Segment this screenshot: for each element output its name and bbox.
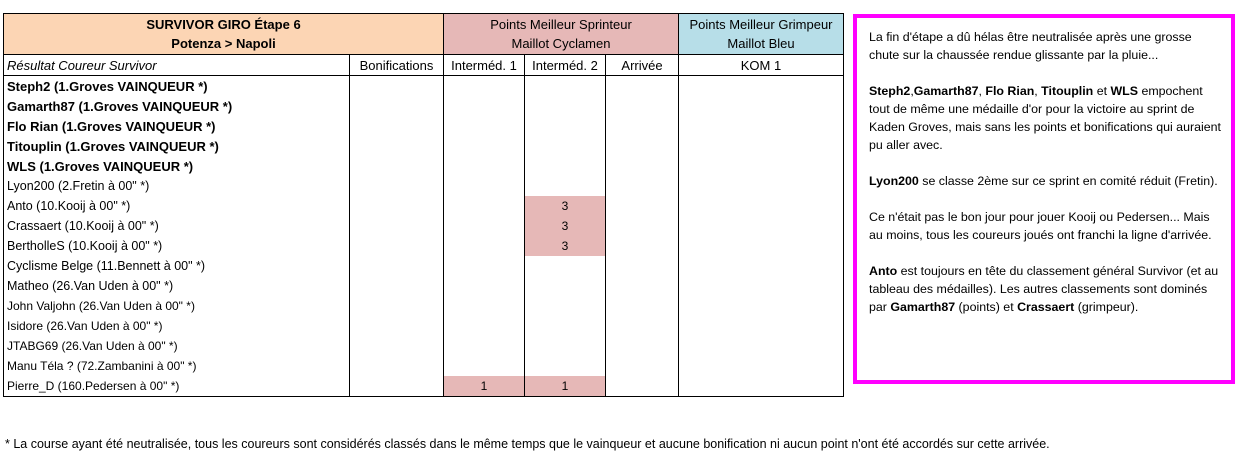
table-row — [4, 336, 844, 356]
intermediate-2-points — [525, 136, 606, 156]
table-row — [4, 176, 844, 196]
finish-points — [606, 76, 679, 97]
bonifications-cell — [350, 376, 444, 397]
note-name: Anto — [869, 264, 898, 278]
bonifications-cell — [350, 256, 444, 276]
note-second-place — [869, 172, 1221, 190]
climb-jersey-label: Maillot Bleu — [727, 36, 795, 51]
bonifications-cell — [350, 216, 444, 236]
table-row — [4, 116, 844, 136]
note-name: Steph2 — [869, 84, 911, 98]
table-row — [4, 96, 844, 116]
intermediate-2-points — [525, 276, 606, 296]
bonifications-cell — [350, 336, 444, 356]
intermediate-2-points — [525, 176, 606, 196]
table-row — [4, 256, 844, 276]
kom-1-points — [679, 76, 844, 97]
rider-result: Flo Rian (1.Groves VAINQUEUR *) — [4, 116, 350, 136]
kom-1-points — [679, 136, 844, 156]
intermediate-1-points — [444, 236, 525, 256]
intermediate-1-points — [444, 316, 525, 336]
intermediate-1-points — [444, 136, 525, 156]
note-text: (grimpeur). — [1074, 300, 1139, 314]
rider-result: Crassaert (10.Kooij à 00" *) — [4, 216, 350, 236]
bonifications-cell — [350, 76, 444, 97]
rider-result: Isidore (26.Van Uden à 00" *) — [4, 316, 350, 336]
kom-1-points — [679, 156, 844, 176]
kom-1-points — [679, 296, 844, 316]
sprint-header-title: Points Meilleur Sprinteur — [490, 17, 632, 32]
table-row — [4, 316, 844, 336]
note-text: , — [910, 84, 914, 98]
intermediate-1-points — [444, 96, 525, 116]
note-name: Gamarth87 — [913, 84, 979, 98]
col-header-finish: Arrivée — [606, 55, 679, 76]
note-text: , — [1034, 84, 1042, 98]
kom-1-points — [679, 376, 844, 397]
rider-result: Anto (10.Kooij à 00" *) — [4, 196, 350, 216]
intermediate-1-points — [444, 196, 525, 216]
finish-points — [606, 196, 679, 216]
note-text: se classe 2ème sur ce sprint en comité réduit (Fretin). — [918, 174, 1218, 188]
note-name: Gamarth87 — [890, 300, 956, 314]
bonifications-cell — [350, 296, 444, 316]
note-crash: La fin d'étape a dû hélas être neutralisée après une grosse chute sur la chaussée rendue glissante par la pluie... — [869, 30, 1192, 62]
bonifications-cell — [350, 236, 444, 256]
kom-1-points — [679, 276, 844, 296]
bonifications-cell — [350, 116, 444, 136]
rider-result: Lyon200 (2.Fretin à 00" *) — [4, 176, 350, 196]
footnote: * La course ayant été neutralisée, tous les coureurs sont considérés classés dans le même temps que le vainqueur et aucune bonification ni aucun point n'ont été accordés sur cette arrivée. — [5, 437, 1050, 451]
table-row — [4, 196, 844, 216]
intermediate-2-points — [525, 256, 606, 276]
rider-result: Steph2 (1.Groves VAINQUEUR *) — [4, 76, 350, 97]
kom-1-points — [679, 356, 844, 376]
stage-title: SURVIVOR GIRO Étape 6 — [146, 17, 301, 32]
col-header-intermediate-2: Interméd. 2 — [525, 55, 606, 76]
note-name: Titouplin — [1041, 84, 1094, 98]
bonifications-cell — [350, 136, 444, 156]
bonifications-cell — [350, 356, 444, 376]
rider-result: BertholleS (10.Kooij à 00" *) — [4, 236, 350, 256]
finish-points — [606, 276, 679, 296]
finish-points — [606, 336, 679, 356]
climb-header-cell — [679, 14, 844, 55]
kom-1-points — [679, 176, 844, 196]
note-text: (points) et — [955, 300, 1018, 314]
intermediate-2-points — [525, 96, 606, 116]
kom-1-points — [679, 316, 844, 336]
table-row — [4, 276, 844, 296]
table-row — [4, 76, 844, 97]
kom-1-points — [679, 216, 844, 236]
note-winners — [869, 82, 1221, 154]
bonifications-cell — [350, 156, 444, 176]
note-bad-day: Ce n'était pas le bon jour pour jouer Kooij ou Pedersen... Mais au moins, tous les coureurs joués ont franchi la ligne d'arrivée. — [869, 210, 1212, 242]
kom-1-points — [679, 196, 844, 216]
kom-1-points — [679, 336, 844, 356]
bonifications-cell — [350, 316, 444, 336]
intermediate-1-points — [444, 296, 525, 316]
finish-points — [606, 236, 679, 256]
climb-header-title: Points Meilleur Grimpeur — [689, 17, 833, 32]
stage-title-cell — [4, 14, 444, 55]
table-row — [4, 156, 844, 176]
intermediate-1-points — [444, 336, 525, 356]
intermediate-1-points — [444, 276, 525, 296]
rider-result: Matheo (26.Van Uden à 00" *) — [4, 276, 350, 296]
kom-1-points — [679, 256, 844, 276]
table-row — [4, 236, 844, 256]
stage-route: Potenza > Napoli — [171, 36, 276, 51]
intermediate-2-points — [525, 116, 606, 136]
finish-points — [606, 176, 679, 196]
intermediate-1-points — [444, 216, 525, 236]
finish-points — [606, 136, 679, 156]
kom-1-points — [679, 236, 844, 256]
note-name: Flo Rian — [985, 84, 1035, 98]
finish-points — [606, 356, 679, 376]
rider-result: John Valjohn (26.Van Uden à 00" *) — [4, 296, 350, 316]
intermediate-2-points — [525, 76, 606, 97]
note-name: Lyon200 — [869, 174, 919, 188]
note-text: empochent tout de même une médaille d'or pour la victoire au sprint de Kaden Groves, mais sans les points et bonifications qui auraient pu aller avec. — [869, 84, 1221, 152]
rider-result: Pierre_D (160.Pedersen à 00" *) — [4, 376, 350, 397]
finish-points — [606, 156, 679, 176]
results-body — [4, 76, 844, 397]
intermediate-2-points — [525, 356, 606, 376]
table-row — [4, 356, 844, 376]
note-text: et — [1093, 84, 1111, 98]
intermediate-2-points: 3 — [525, 196, 606, 216]
finish-points — [606, 216, 679, 236]
intermediate-1-points — [444, 156, 525, 176]
rider-result: Manu Téla ? (72.Zambanini à 00" *) — [4, 356, 350, 376]
intermediate-2-points — [525, 296, 606, 316]
col-header-kom-1: KOM 1 — [679, 55, 844, 76]
col-header-intermediate-1: Interméd. 1 — [444, 55, 525, 76]
column-header-row — [4, 55, 844, 76]
finish-points — [606, 296, 679, 316]
intermediate-2-points: 3 — [525, 216, 606, 236]
sprint-jersey-label: Maillot Cyclamen — [511, 36, 611, 51]
finish-points — [606, 316, 679, 336]
intermediate-1-points — [444, 116, 525, 136]
intermediate-2-points — [525, 316, 606, 336]
finish-points — [606, 96, 679, 116]
note-name: WLS — [1110, 84, 1138, 98]
finish-points — [606, 256, 679, 276]
kom-1-points — [679, 96, 844, 116]
table-row — [4, 136, 844, 156]
intermediate-2-points: 1 — [525, 376, 606, 397]
note-text: est toujours en tête du classement général Survivor (et au tableau des médailles). Les autres classements sont dominés par — [869, 264, 1219, 314]
intermediate-1-points — [444, 256, 525, 276]
note-standings — [869, 262, 1221, 316]
bonifications-cell — [350, 196, 444, 216]
intermediate-1-points — [444, 356, 525, 376]
kom-1-points — [679, 116, 844, 136]
note-name: Crassaert — [1017, 300, 1075, 314]
bonifications-cell — [350, 96, 444, 116]
col-header-result: Résultat Coureur Survivor — [4, 55, 350, 76]
intermediate-1-points — [444, 76, 525, 97]
intermediate-2-points — [525, 156, 606, 176]
results-table — [3, 13, 844, 397]
note-text: , — [978, 84, 986, 98]
rider-result: JTABG69 (26.Van Uden à 00" *) — [4, 336, 350, 356]
table-row — [4, 296, 844, 316]
rider-result: Cyclisme Belge (11.Bennett à 00" *) — [4, 256, 350, 276]
table-row — [4, 376, 844, 397]
commentary-box — [853, 14, 1235, 384]
intermediate-2-points: 3 — [525, 236, 606, 256]
sprint-header-cell — [444, 14, 679, 55]
finish-points — [606, 116, 679, 136]
bonifications-cell — [350, 176, 444, 196]
bonifications-cell — [350, 276, 444, 296]
intermediate-1-points — [444, 176, 525, 196]
intermediate-2-points — [525, 336, 606, 356]
rider-result: Gamarth87 (1.Groves VAINQUEUR *) — [4, 96, 350, 116]
col-header-bonifications: Bonifications — [350, 55, 444, 76]
table-row — [4, 216, 844, 236]
finish-points — [606, 376, 679, 397]
intermediate-1-points: 1 — [444, 376, 525, 397]
rider-result: Titouplin (1.Groves VAINQUEUR *) — [4, 136, 350, 156]
rider-result: WLS (1.Groves VAINQUEUR *) — [4, 156, 350, 176]
